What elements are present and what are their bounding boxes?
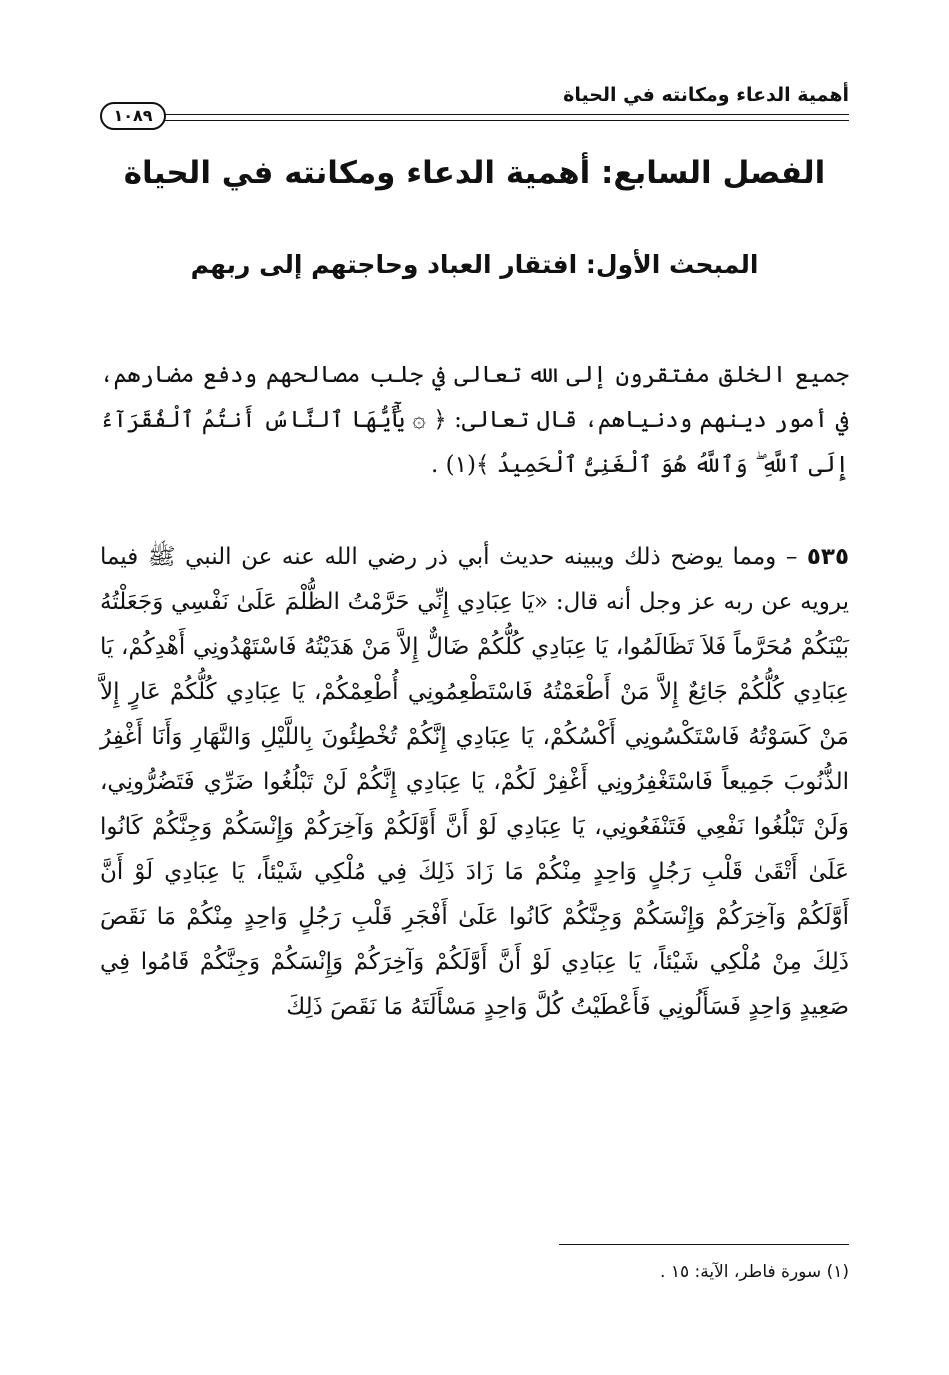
header-rule [158,114,849,121]
section-title: المبحث الأول: افتقار العباد وحاجتهم إلى ربهم [190,250,759,279]
page-number: ١٠٨٩ [100,102,166,130]
running-header [100,82,849,124]
chapter-title: الفصل السابع: أهمية الدعاء ومكانته في الحياة [123,155,826,191]
footnote: (١) سورة فاطر، الآية: ١٥ . [660,1262,849,1282]
paragraph-intro: جميع الخلق مفتقرون إلى الله تعالى في جلب مصالحهم ودفع مضارهم، في أمور دينهم ودنياهم، قال تعالى: ﴿ ۞ يَٰٓأَيُّهَا ٱلنَّاسُ أَنتُمُ ٱلْفُقَرَآءُ إِلَى ٱللَّهِ ۖ وَٱللَّهُ هُوَ ٱلْغَنِىُّ ٱلْحَمِيدُ ﴾(١) . [100,362,849,478]
paragraph-hadith [100,535,849,1030]
hadith-text: – ومما يوضح ذلك ويبينه حديث أبي ذر رضي الله عنه عن النبي ﷺ فيما يرويه عن ربه عز وجل أنه قال: «يَا عِبَادِي إِنِّي حَرَّمْتُ الظُّلْمَ عَلَىٰ نَفْسِي وَجَعَلْتُهُ بَيْنَكُمْ مُحَرَّماً فَلاَ تَظَالَمُوا، يَا عِبَادِي كُلُّكُمْ ضَالٌّ إِلاَّ مَنْ هَدَيْتُهُ فَاسْتَهْدُونِي أَهْدِكُمْ، يَا عِبَادِي كُلُّكُمْ جَائِعٌ إِلاَّ مَنْ أَطْعَمْتُهُ فَاسْتَطْعِمُونِي أُطْعِمْكُمْ، يَا عِبَادِي كُلُّكُمْ عَارٍ إِلاَّ مَنْ كَسَوْتُهُ فَاسْتَكْسُونِي أَكْسُكُمْ، يَا عِبَادِي إِنَّكُمْ تُخْطِئُونَ بِاللَّيْلِ وَالنَّهَارِ وَأَنَا أَغْفِرُ الذُّنُوبَ جَمِيعاً فَاسْتَغْفِرُونِي أَغْفِرْ لَكُمْ، يَا عِبَادِي إِنَّكُمْ لَنْ تَبْلُغُوا ضَرِّي فَتَضُرُّونِي، وَلَنْ تَبْلُغُوا نَفْعِي فَتَنْفَعُونِي، يَا عِبَادِي لَوْ أَنَّ أَوَّلَكُمْ وَآخِرَكُمْ وَإِنْسَكُمْ وَجِنَّكُمْ كَانُوا عَلَىٰ أَتْقَىٰ قَلْبِ رَجُلٍ وَاحِدٍ مِنْكُمْ مَا زَادَ ذَلِكَ فِي مُلْكِي شَيْئاً، يَا عِبَادِي لَوْ أَنَّ أَوَّلَكُمْ وَآخِرَكُمْ وَإِنْسَكُمْ وَجِنَّكُمْ كَانُوا عَلَىٰ أَفْجَرِ قَلْبِ رَجُلٍ وَاحِدٍ مِنْكُمْ مَا نَقَصَ ذَلِكَ مِنْ مُلْكِي شَيْئاً، يَا عِبَادِي لَوْ أَنَّ أَوَّلَكُمْ وَآخِرَكُمْ وَإِنْسَكُمْ وَجِنَّكُمْ قَامُوا فِي صَعِيدٍ وَاحِدٍ فَسَأَلُونِي فَأَعْطَيْتُ كُلَّ وَاحِدٍ مَسْأَلَتَهُ مَا نَقَصَ ذَلِكَ [100,544,849,1020]
running-title: أهمية الدعاء ومكانته في الحياة [563,84,849,106]
hadith-number: ٥٣٥ [806,544,850,570]
footnote-divider [559,1244,849,1245]
